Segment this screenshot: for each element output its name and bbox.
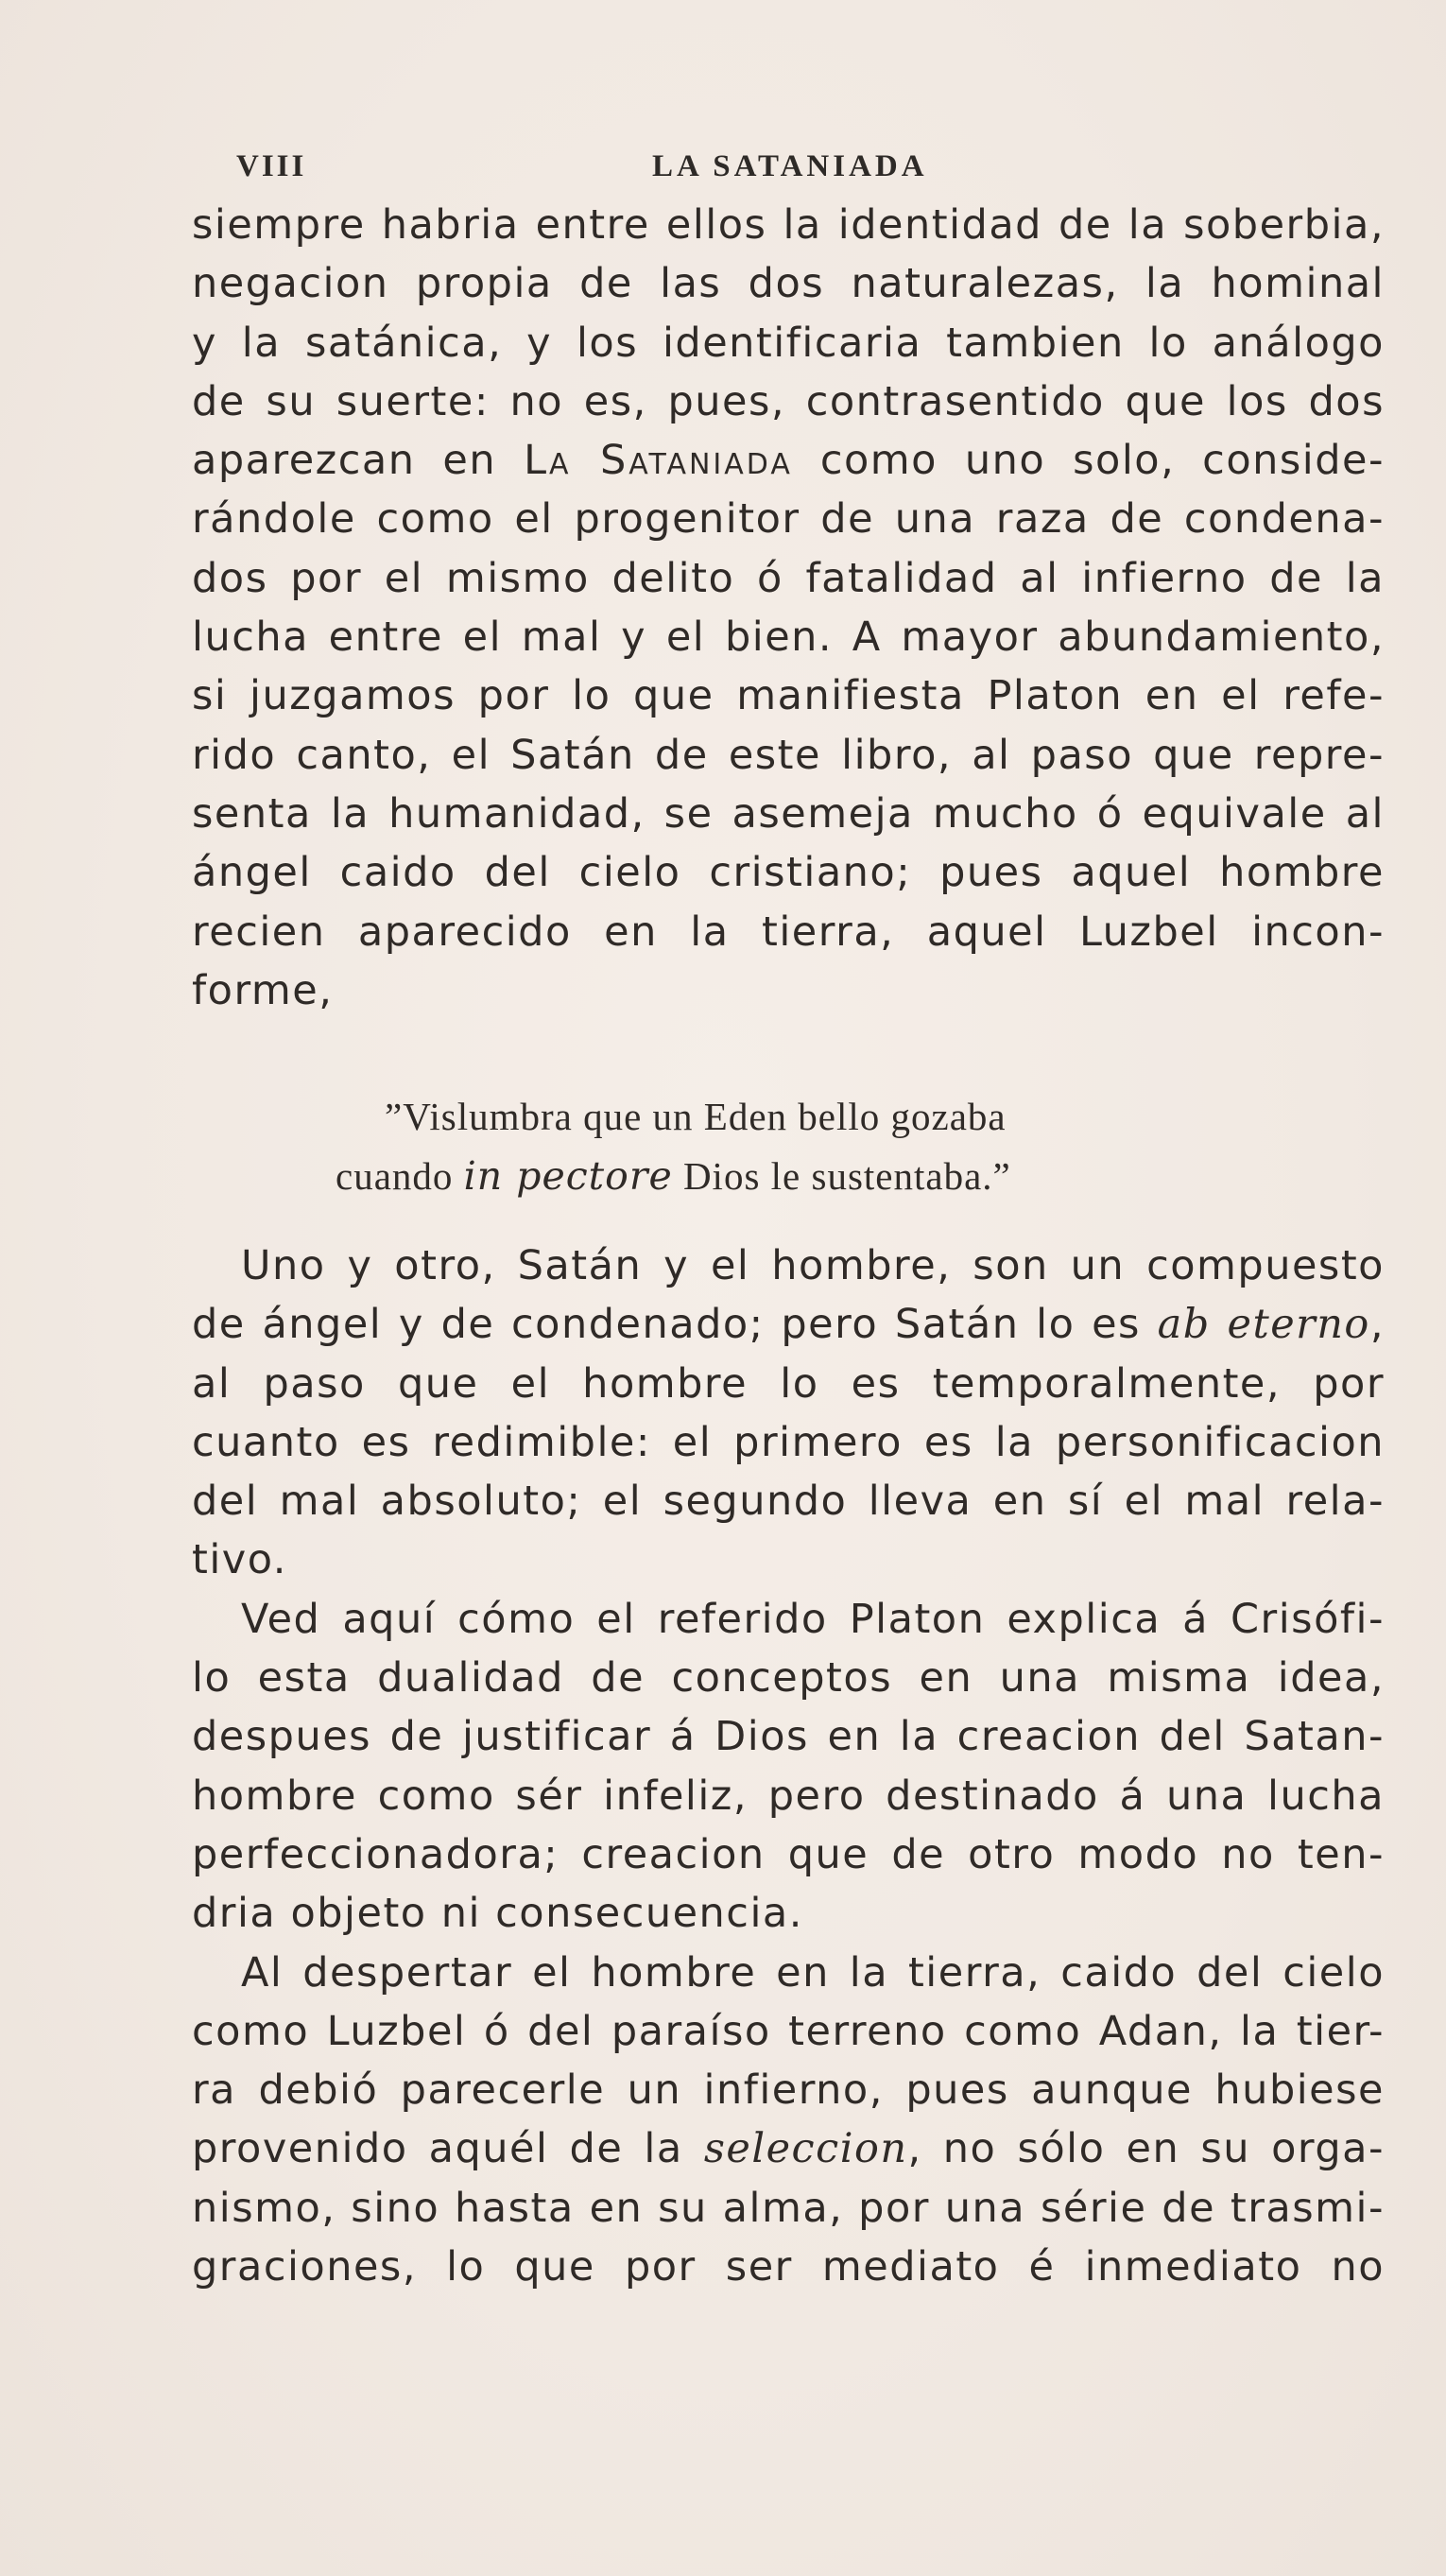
text-line: Uno y otro, Satán y el hombre, son un compuesto (241, 1242, 1385, 1289)
text-line: cuanto es redimible: el primero es la personificacion (192, 1418, 1385, 1466)
verse-line (336, 1147, 1011, 1206)
text-run: , (1369, 1301, 1385, 1349)
text-line (192, 1295, 1385, 1354)
text-run: Dios le sustentaba.” (672, 1154, 1011, 1198)
text-run: , no sólo en su orga- (907, 2125, 1386, 2173)
text-line: siempre habria entre ellos la identidad de la soberbia, (192, 201, 1385, 249)
text-line: forme, (192, 966, 334, 1014)
text-run: aparezcan en (192, 437, 525, 485)
book-title-smallcaps: La Sataniada (524, 437, 793, 485)
paragraphs-main (192, 1236, 1385, 2296)
text-line: recien aparecido en la tierra, aquel Luzbel incon- (192, 908, 1385, 956)
text-line: dos por el mismo delito ó fatalidad al infierno de la (192, 554, 1385, 602)
text-line: negacion propia de las dos naturalezas, la hominal (192, 260, 1385, 308)
text-line: ángel caido del cielo cristiano; pues aquel hombre (192, 849, 1385, 897)
italic-phrase: ab eterno (1157, 1301, 1370, 1349)
text-line: Al despertar el hombre en la tierra, caido del cielo (241, 1948, 1385, 1997)
text-line: lo esta dualidad de conceptos en una misma idea, (192, 1654, 1385, 1703)
text-line: rido canto, el Satán de este libro, al paso que repre- (192, 731, 1385, 779)
text-line: si juzgamos por lo que manifiesta Platon en el refe- (192, 672, 1385, 720)
text-line: despues de justificar á Dios en la creacion del Satan- (192, 1713, 1385, 1761)
running-title: LA SATANIADA (652, 149, 928, 183)
text-line (192, 431, 1385, 490)
text-run: como uno solo, conside- (792, 437, 1386, 485)
text-line: y la satánica, y los identificaria tambien lo análogo (192, 319, 1385, 367)
text-line: perfeccionadora; creacion que de otro modo no ten- (192, 1830, 1385, 1878)
text-line: graciones, lo que por ser mediato é inmediato no (192, 2243, 1385, 2291)
italic-phrase: in pectore (463, 1153, 673, 1199)
text-line: del mal absoluto; el segundo lleva en sí el mal rela- (192, 1478, 1385, 1526)
page-header (236, 149, 1408, 191)
text-run: provenido aquél de la (192, 2125, 704, 2173)
paragraph-continuation (192, 196, 1385, 1020)
text-line: dria objeto ni consecuencia. (192, 1890, 803, 1938)
text-line: ra debió parecerle un infierno, pues aunque hubiese (192, 2066, 1385, 2115)
text-line: Ved aquí cómo el referido Platon explica á Crisófi- (241, 1595, 1385, 1643)
page-number: VIII (236, 149, 307, 183)
italic-phrase: seleccion (703, 2125, 908, 2173)
text-line: senta la humanidad, se asemeja mucho ó equivale al (192, 789, 1385, 838)
verse-line: ”Vislumbra que un Eden bello gozaba (385, 1095, 1007, 1138)
text-line: hombre como sér infeliz, pero destinado á una lucha (192, 1772, 1385, 1820)
verse-quotation (336, 1087, 1011, 1206)
text-run: de ángel y de condenado; pero Satán lo es (192, 1301, 1158, 1349)
text-line: rándole como el progenitor de una raza de condena- (192, 495, 1385, 544)
text-line: de su suerte: no es, pues, contrasentido que los dos (192, 377, 1385, 425)
text-line: al paso que el hombre lo es temporalmente, por (192, 1359, 1385, 1408)
text-line: como Luzbel ó del paraíso terreno como Adan, la tier- (192, 2007, 1385, 2055)
text-line: nismo, sino hasta en su alma, por una série de trasmi- (192, 2184, 1385, 2232)
text-line: tivo. (192, 1536, 287, 1584)
text-line: lucha entre el mal y el bien. A mayor abundamiento, (192, 614, 1385, 662)
text-run: cuando (336, 1154, 464, 1198)
text-line (192, 2119, 1385, 2178)
